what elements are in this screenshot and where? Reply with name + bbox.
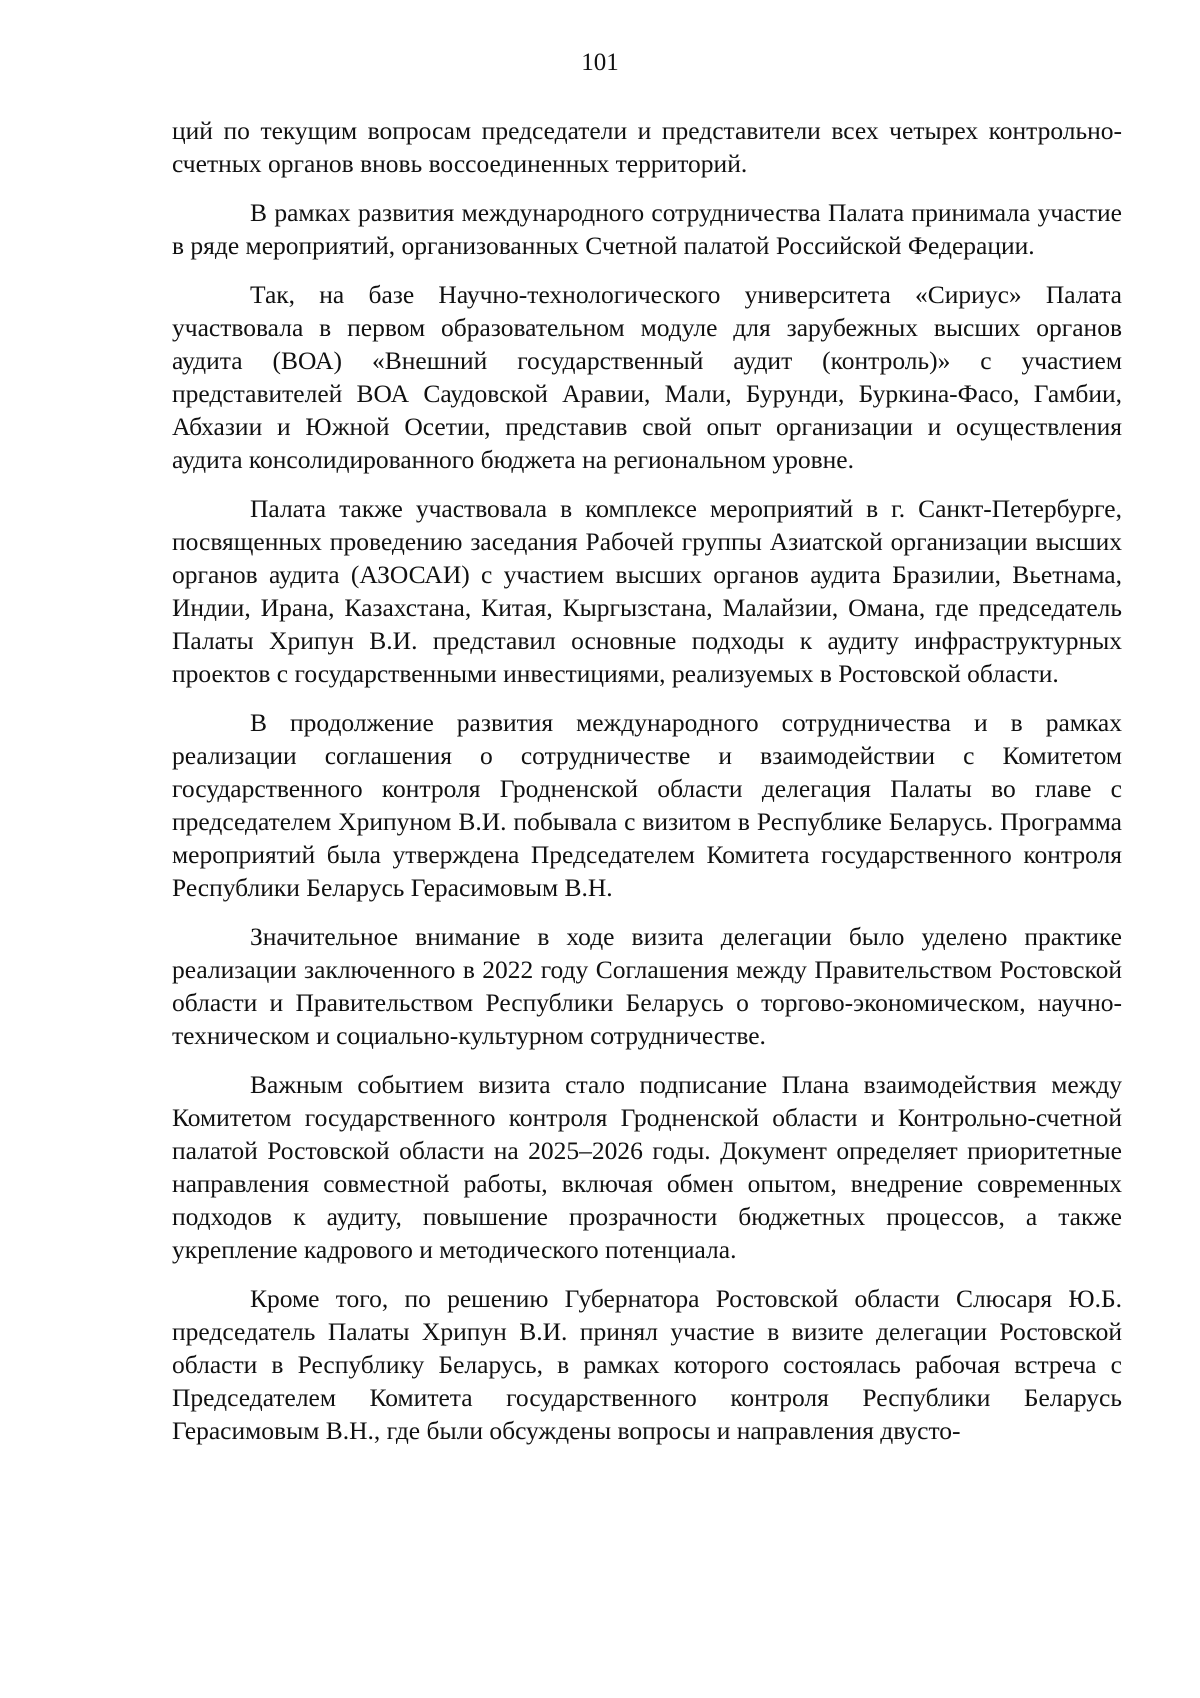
page-number: 101 (581, 49, 619, 76)
paragraph-governor-delegation: Кроме того, по решению Губернатора Ростовской области Слюсаря Ю.Б. председатель Палаты Хрипун В.И. принял участие в визите делегации Ростовской области в Республику Беларусь, в рамках которого состоялась рабочая встреча с Председателем Комитета государственного контроля Республики Беларусь Герасимовым В.Н., где были обсуждены вопросы и направления двусто- (172, 1284, 1122, 1445)
paragraph-belarus-visit: В продолжение развития международного сотрудничества и в рамках реализации соглашения о сотрудничестве и взаимодействии с Комитетом государственного контроля Гродненской области делегация Палаты во главе с председателем Хрипуном В.И. побывала с визитом в Республике Беларусь. Программа мероприятий была утверждена Председателем Комитета государственного контроля Республики Беларусь Герасимовым В.Н. (172, 708, 1122, 902)
paragraph-agreement-practice: Значительное внимание в ходе визита делегации было уделено практике реализации заключенного в 2022 году Соглашения между Правительством Ростовской области и Правительством Республики Беларусь о торгово-экономическом, научно-техническом и социально-культурном сотрудничестве. (172, 922, 1122, 1050)
paragraph-asosai-meeting: Палата также участвовала в комплексе мероприятий в г. Санкт-Петербурге, посвященных проведению заседания Рабочей группы Азиатской организации высших органов аудита (АЗОСАИ) с участием высших органов аудита Бразилии, Вьетнама, Индии, Ирана, Казахстана, Китая, Кыргызстана, Малайзии, Омана, где председатель Палаты Хрипун В.И. представил основные подходы к аудиту инфраструктурных проектов с государственными инвестициями, реализуемых в Ростовской области. (172, 494, 1122, 688)
paragraph-sirius-module: Так, на базе Научно-технологического университета «Сириус» Палата участвовала в первом образовательном модуле для зарубежных высших органов аудита (ВОА) «Внешний государственный аудит (контроль)» с участием представителей ВОА Саудовской Аравии, Мали, Бурунди, Буркина-Фасо, Гамбии, Абхазии и Южной Осетии, представив свой опыт организации и осуществления аудита консолидированного бюджета на региональном уровне. (172, 280, 1122, 474)
paragraph-international-cooperation: В рамках развития международного сотрудничества Палата принимала участие в ряде мероприятий, организованных Счетной палатой Российской Федерации. (172, 198, 1122, 260)
body-text (172, 114, 1122, 1447)
paragraph-cooperation-plan: Важным событием визита стало подписание Плана взаимодействия между Комитетом государственного контроля Гродненской области и Контрольно-счетной палатой Ростовской области на 2025–2026 годы. Документ определяет приоритетные направления совместной работы, включая обмен опытом, внедрение современных подходов к аудиту, повышение прозрачности бюджетных процессов, а также укрепление кадрового и методического потенциала. (172, 1070, 1122, 1264)
paragraph-continuation: ций по текущим вопросам председатели и представители всех четырех контрольно-счетных органов вновь воссоединенных территорий. (172, 116, 1122, 178)
